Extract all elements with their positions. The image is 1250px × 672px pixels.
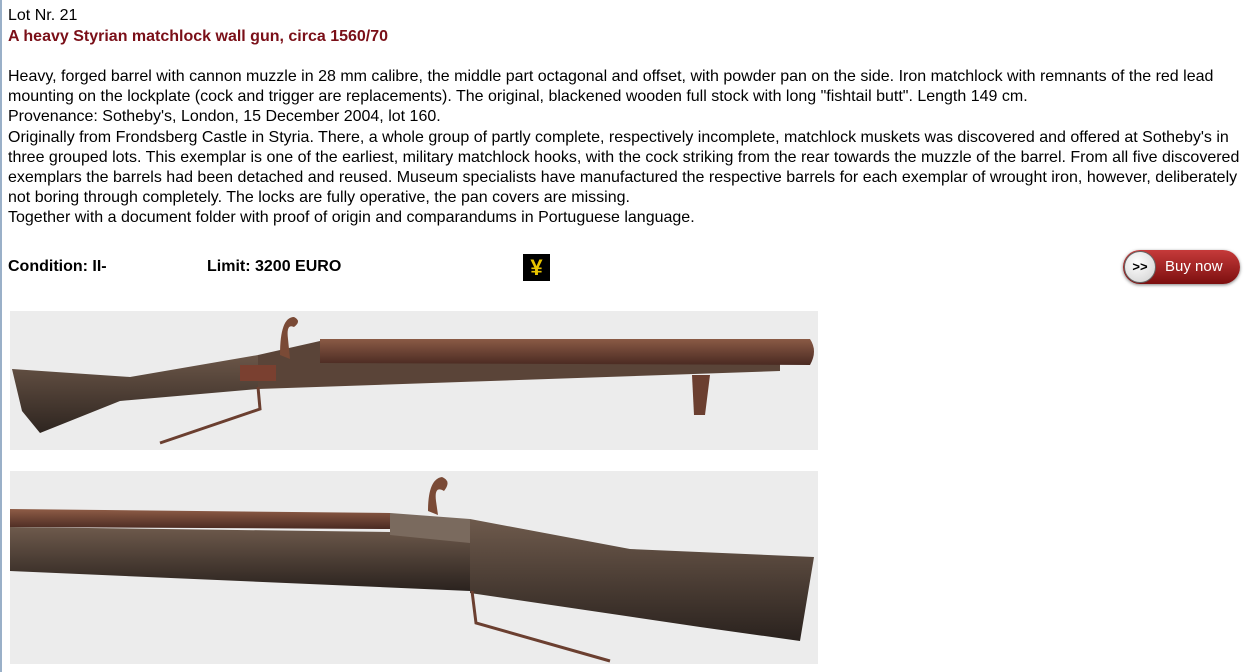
description-paragraph: Heavy, forged barrel with cannon muzzle in 28 mm calibre, the middle part octagonal and offset, with powder pan on the side. Iron matchlock with remnants of the red lead mounting on the lockplate (cock and trigger are replacements). The original, blackened wooden full stock with long "fishtail butt". Length 149 cm.: [8, 68, 1214, 106]
gun-photo-full: [10, 311, 818, 450]
page-border: [0, 0, 2, 672]
documents-paragraph: Together with a document folder with proof of origin and comparandums in Portuguese language.: [8, 209, 695, 227]
lot-number: Lot Nr. 21: [8, 7, 78, 24]
limit-label: Limit: 3200 EURO: [207, 258, 342, 275]
condition-label: Condition: II-: [8, 258, 107, 275]
lot-title: A heavy Styrian matchlock wall gun, circa 1560/70: [8, 28, 389, 45]
gun-photo-detail: [10, 471, 818, 664]
arrow-icon: >>: [1124, 251, 1156, 283]
buy-now-label: Buy now: [1165, 258, 1223, 275]
provenance-paragraph: Provenance: Sotheby's, London, 15 December 2004, lot 160.: [8, 108, 441, 126]
lot-description: [8, 67, 1246, 229]
history-paragraph: Originally from Frondsberg Castle in Styria. There, a whole group of partly complete, respectively incomplete, matchlock muskets was discovered and offered at Sotheby's in three grouped lots. This exemplar is one of the earliest, military matchlock hooks, with the cock striking from the rear towards the muzzle of the barrel. From all five discovered exemplars the barrels had been detached and reused. Museum specialists have manufactured the respective barrels for each exemplar of wrought iron, however, deliberately not boring through completely. The locks are fully operative, the pan covers are missing.: [8, 128, 1240, 207]
yen-icon[interactable]: ¥: [523, 254, 550, 281]
buy-now-button[interactable]: [1123, 250, 1240, 284]
